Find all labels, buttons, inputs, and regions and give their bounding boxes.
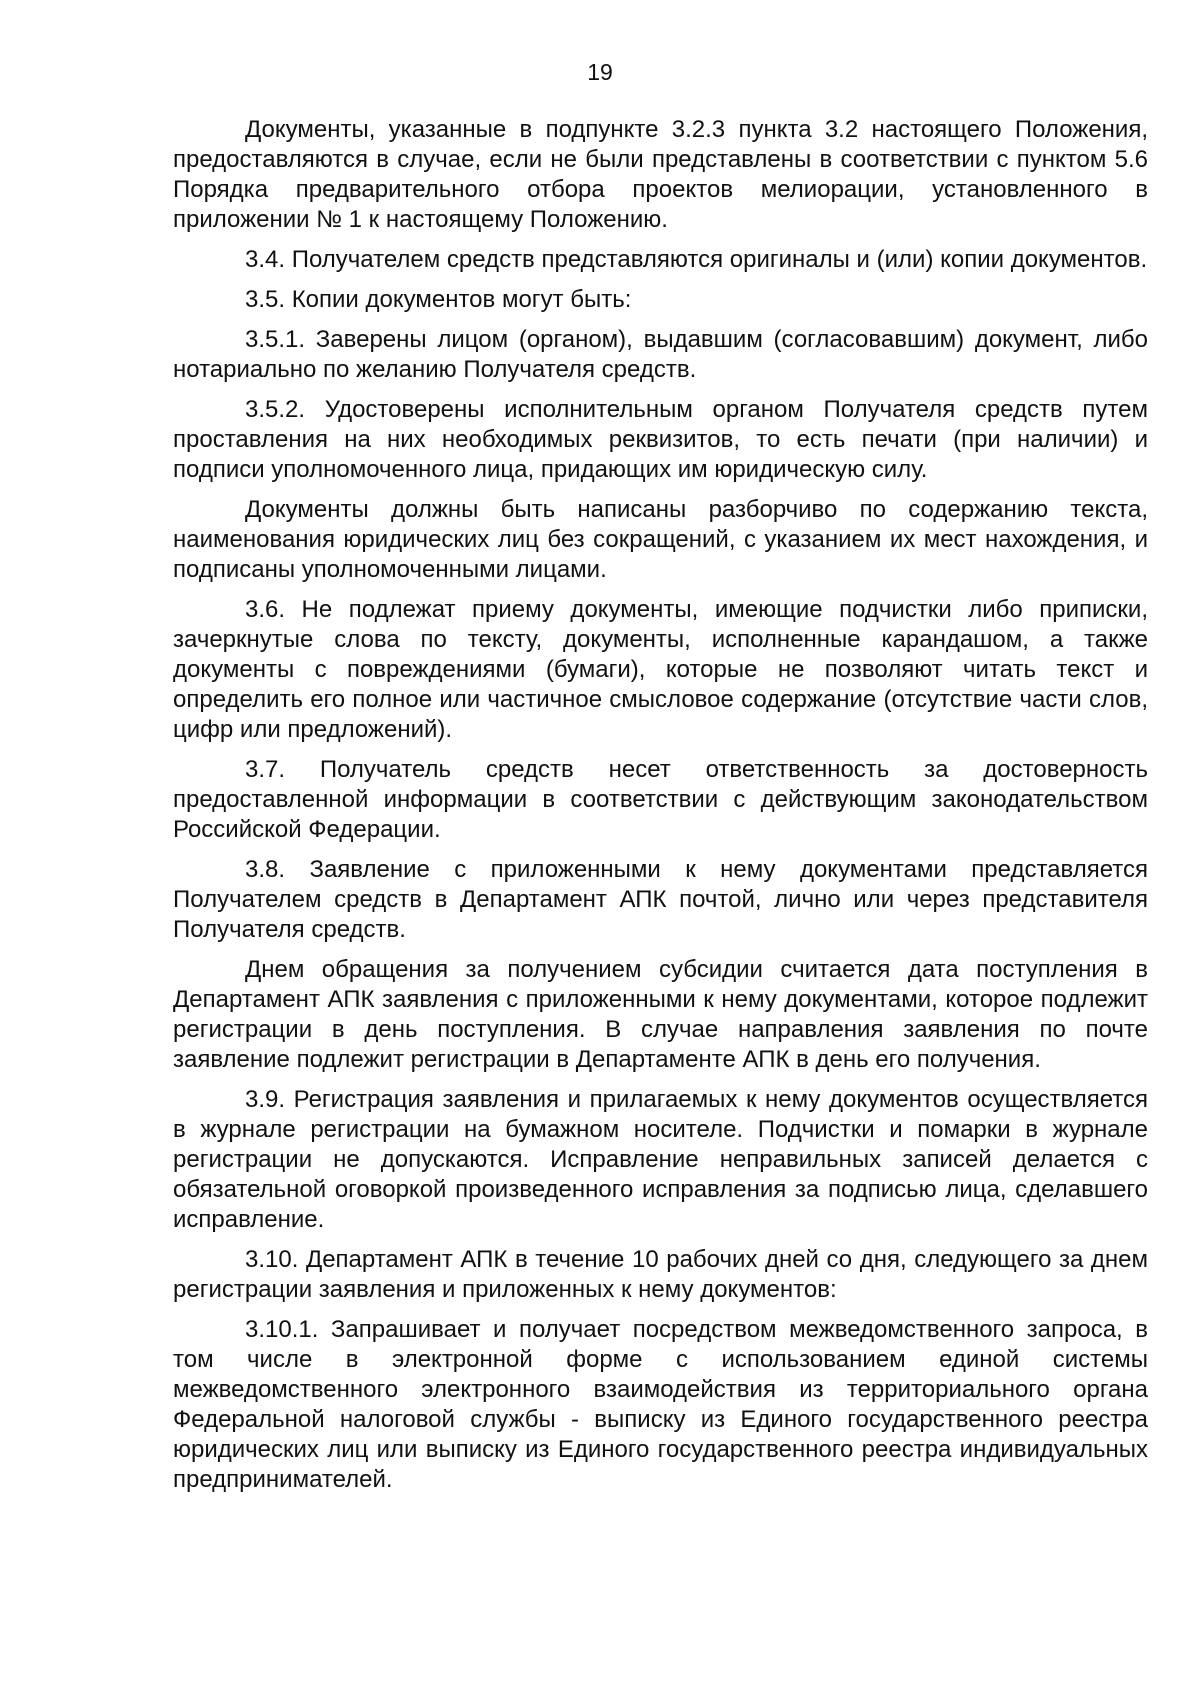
paragraph-application-date: Днем обращения за получением субсидии считается дата поступления в Департамент АПК заявления с приложенными к нему документами, которое подлежит регистрации в день поступления. В случае направления заявления по почте заявление подлежит регистрации в Департаменте АПК в день его получения.	[173, 956, 1148, 1073]
paragraph-3-5-1: 3.5.1. Заверены лицом (органом), выдавшим (согласовавшим) документ, либо нотариально по желанию Получателя средств.	[173, 326, 1148, 383]
paragraph-3-9: 3.9. Регистрация заявления и прилагаемых к нему документов осуществляется в журнале регистрации на бумажном носителе. Подчистки и помарки в журнале регистрации не допускаются. Исправление неправильных записей делается с обязательной оговоркой произведенного исправления за подписью лица, сделавшего исправление.	[173, 1086, 1148, 1233]
paragraph-3-10-1: 3.10.1. Запрашивает и получает посредством межведомственного запроса, в том числе в электронной форме с использованием единой системы межведомственного электронного взаимодействия из территориального органа Федеральной налоговой службы - выписку из Единого государственного реестра юридических лиц или выписку из Единого государственного реестра индивидуальных предпринимателей.	[173, 1316, 1148, 1493]
paragraph-legibility: Документы должны быть написаны разборчиво по содержанию текста, наименования юридических лиц без сокращений, с указанием их мест нахождения, и подписаны уполномоченными лицами.	[173, 496, 1148, 583]
paragraph-3-4: 3.4. Получателем средств представляются оригиналы и (или) копии документов.	[245, 246, 1148, 273]
page-number: 19	[587, 59, 613, 85]
paragraph-3-5-2: 3.5.2. Удостоверены исполнительным органом Получателя средств путем проставления на них необходимых реквизитов, то есть печати (при наличии) и подписи уполномоченного лица, придающих им юридическую силу.	[173, 396, 1148, 483]
paragraph-3-8: 3.8. Заявление с приложенными к нему документами представляется Получателем средств в Департамент АПК почтой, лично или через представителя Получателя средств.	[173, 856, 1148, 943]
paragraph-3-7: 3.7. Получатель средств несет ответственность за достоверность предоставленной информации в соответствии с действующим законодательством Российской Федерации.	[173, 756, 1148, 843]
document-body	[173, 115, 1148, 1505]
paragraph-3-5: 3.5. Копии документов могут быть:	[245, 286, 632, 313]
paragraph-documents-3-2-3: Документы, указанные в подпункте 3.2.3 пункта 3.2 настоящего Положения, предоставляются в случае, если не были представлены в соответствии с пунктом 5.6 Порядка предварительного отбора проектов мелиорации, установленного в приложении № 1 к настоящему Положению.	[173, 116, 1148, 233]
paragraph-3-6: 3.6. Не подлежат приему документы, имеющие подчистки либо приписки, зачеркнутые слова по тексту, документы, исполненные карандашом, а также документы с повреждениями (бумаги), которые не позволяют читать текст и определить его полное или частичное смысловое содержание (отсутствие части слов, цифр или предложений).	[173, 596, 1148, 743]
paragraph-3-10: 3.10. Департамент АПК в течение 10 рабочих дней со дня, следующего за днем регистрации заявления и приложенных к нему документов:	[173, 1246, 1148, 1303]
